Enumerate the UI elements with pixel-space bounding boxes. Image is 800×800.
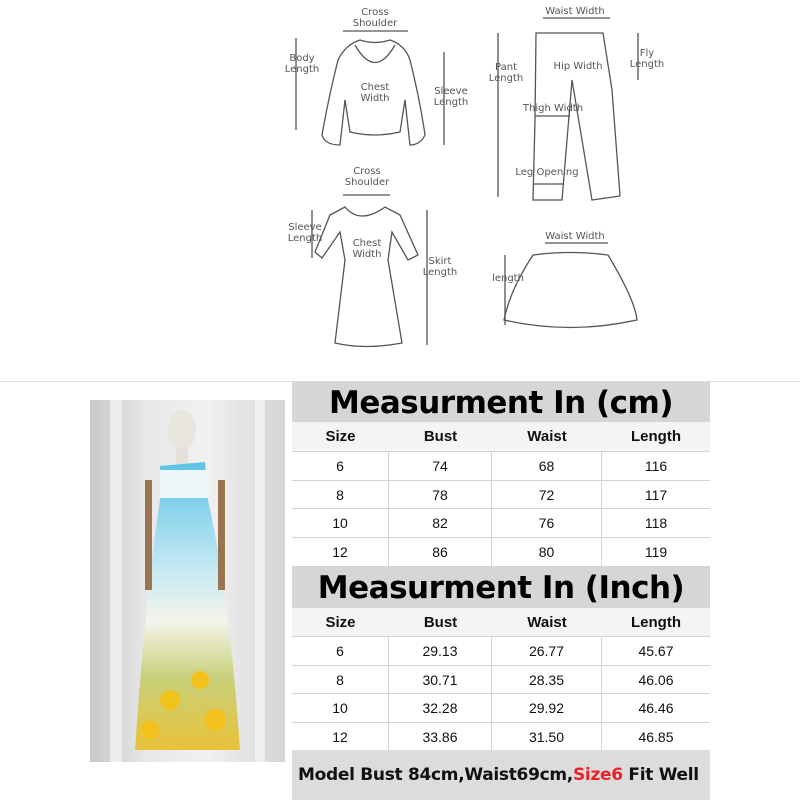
cell: 45.67 bbox=[638, 643, 674, 659]
cell: 74 bbox=[389, 452, 492, 480]
header-size: Size bbox=[325, 428, 356, 445]
label-dress-cross-shoulder: Cross Shoulder bbox=[344, 166, 390, 188]
header-waist: Waist bbox=[527, 613, 567, 631]
cell: 68 bbox=[492, 452, 602, 480]
label-pant-length: Pant Length bbox=[488, 62, 524, 84]
cell: 10 bbox=[292, 694, 389, 722]
garment-outlines bbox=[0, 0, 800, 382]
measurement-diagrams bbox=[0, 0, 800, 382]
cell: 10 bbox=[292, 509, 389, 537]
cell: 33.86 bbox=[389, 723, 492, 750]
cell: 31.50 bbox=[492, 723, 602, 750]
label-chest-width: Chest Width bbox=[360, 82, 390, 104]
cell: 12 bbox=[292, 538, 389, 566]
inch-table-header bbox=[292, 608, 710, 637]
cell: 78 bbox=[389, 481, 492, 508]
cell: 80 bbox=[492, 538, 602, 566]
label-body-length: Body Length bbox=[284, 53, 320, 75]
cell: 46.85 bbox=[638, 728, 674, 745]
cell: 72 bbox=[492, 481, 602, 508]
cell: 117 bbox=[644, 486, 668, 503]
cell: 116 bbox=[644, 458, 668, 474]
cell: 29.13 bbox=[389, 637, 492, 665]
table-row bbox=[292, 481, 710, 509]
label-dress-chest-width: Chest Width bbox=[352, 238, 382, 260]
cell: 6 bbox=[292, 637, 389, 665]
label-fly-length: Fly Length bbox=[629, 48, 665, 70]
header-bust: Bust bbox=[423, 428, 458, 445]
cell: 46.06 bbox=[638, 671, 674, 688]
header-bust: Bust bbox=[423, 613, 458, 631]
fit-note-text: Model Bust 84cm,Waist69cm, bbox=[298, 765, 573, 785]
inch-table-title: Measurment In (Inch) bbox=[292, 566, 710, 608]
label-cross-shoulder: Cross Shoulder bbox=[352, 7, 398, 29]
cell: 32.28 bbox=[389, 694, 492, 722]
cell: 8 bbox=[292, 666, 389, 693]
label-sleeve-length: Sleeve Length bbox=[433, 86, 469, 108]
header-waist: Waist bbox=[527, 428, 567, 445]
cell: 28.35 bbox=[492, 666, 602, 693]
cell: 12 bbox=[292, 723, 389, 750]
cell: 46.46 bbox=[638, 700, 674, 716]
table-row bbox=[292, 666, 710, 694]
cell: 8 bbox=[292, 481, 389, 508]
header-length: Length bbox=[631, 613, 681, 631]
label-leg-opening: Leg Opening bbox=[515, 167, 579, 178]
header-length: Length bbox=[631, 428, 681, 445]
cell: 86 bbox=[389, 538, 492, 566]
cell: 26.77 bbox=[492, 637, 602, 665]
size-chart bbox=[292, 382, 710, 800]
header-size: Size bbox=[325, 613, 356, 631]
label-dress-sleeve-length: Sleeve Length bbox=[287, 222, 323, 244]
table-row bbox=[292, 694, 710, 723]
cell: 118 bbox=[644, 515, 668, 531]
label-skirt-waist-width: Waist Width bbox=[545, 231, 605, 242]
table-row bbox=[292, 723, 710, 750]
dress-on-mannequin bbox=[90, 400, 285, 762]
cell: 30.71 bbox=[389, 666, 492, 693]
cm-table-title: Measurment In (cm) bbox=[292, 382, 710, 422]
cm-table-header bbox=[292, 422, 710, 452]
cell: 82 bbox=[389, 509, 492, 537]
label-skirt-length: length bbox=[492, 273, 524, 284]
label-hip-width: Hip Width bbox=[553, 61, 603, 72]
cell: 29.92 bbox=[492, 694, 602, 722]
fit-note-size: Size6 bbox=[572, 765, 623, 785]
cell: 119 bbox=[644, 544, 668, 560]
fit-note-suffix: Fit Well bbox=[622, 765, 699, 785]
table-row bbox=[292, 637, 710, 666]
product-photo bbox=[90, 400, 285, 762]
cell: 76 bbox=[492, 509, 602, 537]
label-skirt-length: Skirt Length bbox=[422, 256, 458, 278]
table-row bbox=[292, 509, 710, 538]
label-waist-width: Waist Width bbox=[545, 6, 605, 17]
label-thigh-width: Thigh Width bbox=[522, 103, 584, 114]
cell: 6 bbox=[292, 452, 389, 480]
table-row bbox=[292, 538, 710, 566]
table-row bbox=[292, 452, 710, 481]
model-fit-note bbox=[292, 750, 710, 800]
